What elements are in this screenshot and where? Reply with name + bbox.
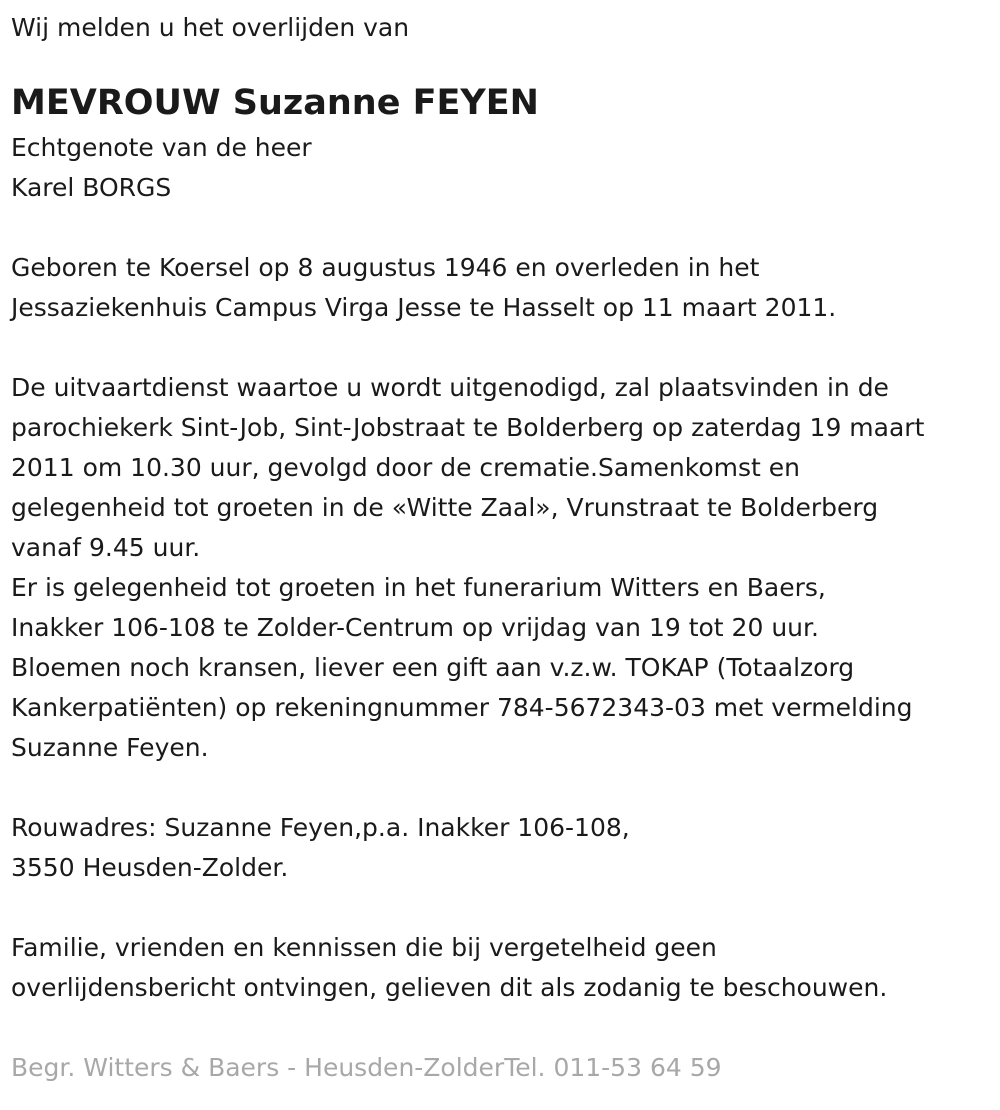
service-line: Inakker 106-108 te Zolder-Centrum op vrijdag van 19 tot 20 uur. <box>11 613 819 642</box>
service-line: Kankerpatiënten) op rekeningnummer 784-5672343-03 met vermelding <box>11 693 913 722</box>
closing-line: Familie, vrienden en kennissen die bij vergetelheid geen <box>11 933 717 962</box>
address-section <box>11 808 989 888</box>
spacer <box>11 888 989 928</box>
spacer <box>11 328 989 368</box>
spacer <box>11 1008 989 1048</box>
spacer <box>11 768 989 808</box>
funeral-home-footer: Begr. Witters & Baers - Heusden-ZolderTel. 011-53 64 59 <box>11 1053 722 1082</box>
deceased-name: MEVROUW Suzanne FEYEN <box>11 83 539 123</box>
service-line: Er is gelegenheid tot groeten in het funerarium Witters en Baers, <box>11 573 826 602</box>
intro-text: Wij melden u het overlijden van <box>11 13 410 42</box>
service-line: gelegenheid tot groeten in de «Witte Zaal», Vrunstraat te Bolderberg <box>11 493 879 522</box>
spacer <box>11 208 989 248</box>
service-line: vanaf 9.45 uur. <box>11 533 201 562</box>
service-line: 2011 om 10.30 uur, gevolgd door de crematie.Samenkomst en <box>11 453 801 482</box>
closing-section <box>11 928 989 1008</box>
service-line: Bloemen noch kransen, liever een gift aan v.z.w. TOKAP (Totaalzorg <box>11 653 855 682</box>
spouse-line-1: Echtgenote van de heer <box>11 133 312 162</box>
address-line: 3550 Heusden-Zolder. <box>11 853 289 882</box>
closing-line: overlijdensbericht ontvingen, gelieven dit als zodanig te beschouwen. <box>11 973 888 1002</box>
spouse-section <box>11 128 989 208</box>
service-line: De uitvaartdienst waartoe u wordt uitgenodigd, zal plaatsvinden in de <box>11 373 889 402</box>
birth-death-line: Jessaziekenhuis Campus Virga Jesse te Hasselt op 11 maart 2011. <box>11 293 837 322</box>
service-line: parochiekerk Sint-Job, Sint-Jobstraat te Bolderberg op zaterdag 19 maart <box>11 413 925 442</box>
address-line: Rouwadres: Suzanne Feyen,p.a. Inakker 106-108, <box>11 813 630 842</box>
birth-death-section <box>11 248 989 328</box>
service-section <box>11 368 989 768</box>
service-line: Suzanne Feyen. <box>11 733 209 762</box>
spouse-line-2: Karel BORGS <box>11 173 172 202</box>
birth-death-line: Geboren te Koersel op 8 augustus 1946 en overleden in het <box>11 253 760 282</box>
